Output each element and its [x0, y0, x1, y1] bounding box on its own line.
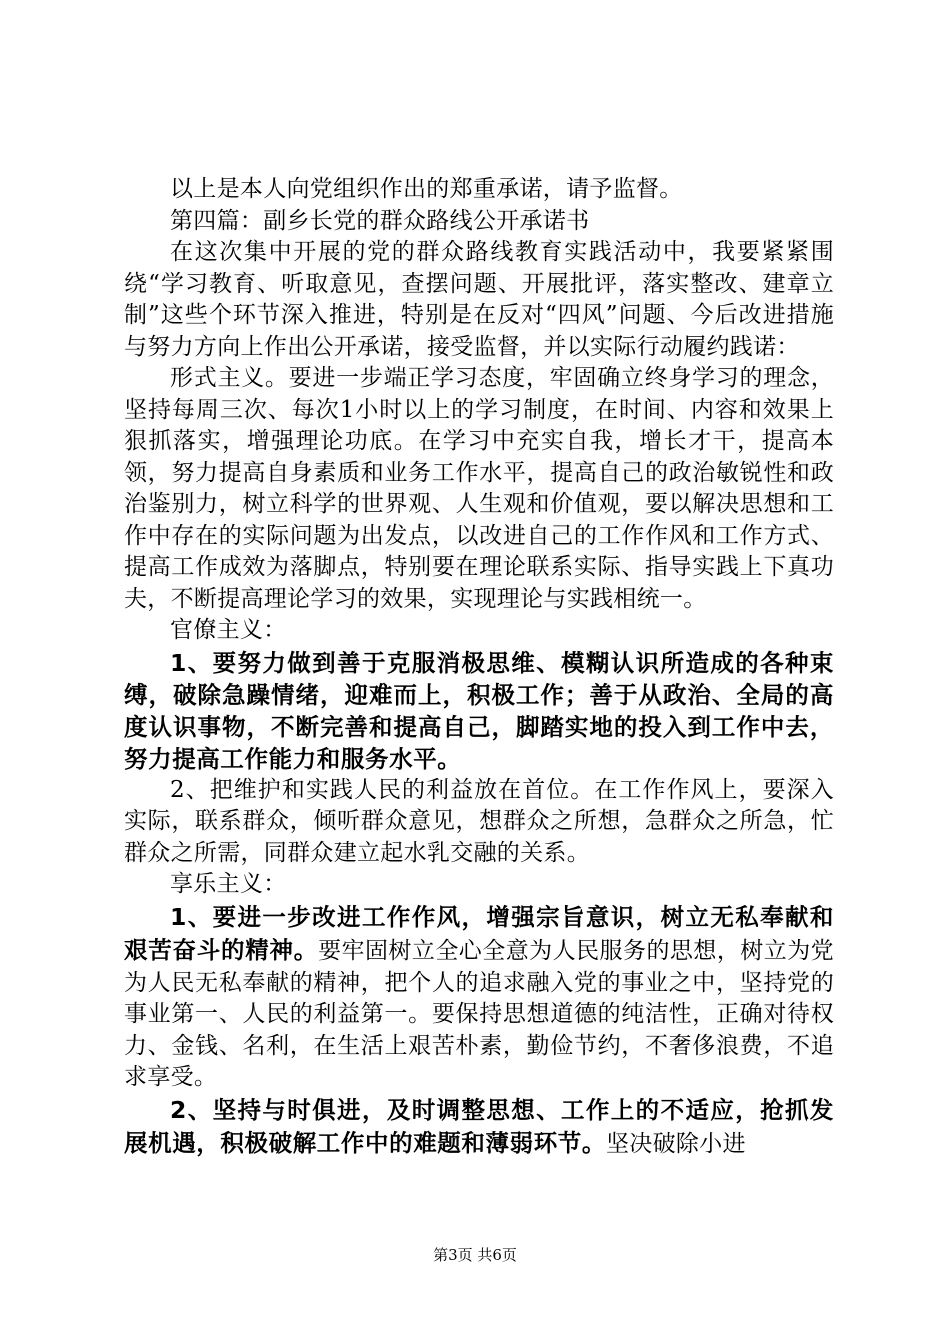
paragraph-bureaucratism-item-1 [124, 647, 834, 775]
paragraph-introduction [124, 237, 834, 363]
paragraph-text: 在这次集中开展的党的群众路线教育实践活动中，我要紧紧围绕“学习教育、听取意见，查摆问题、开展批评，落实整改、建章立制”这些个环节深入推进，特别是在反对“四风”问题、今后改进措施与努力方向上作出公开承诺，接受监督，并以实际行动履约践诺： [124, 239, 834, 360]
paragraph-text: 1、要努力做到善于克服消极思维、模糊认识所造成的各种束缚，破除急躁情绪，迎难而上，积极工作；善于从政治、全局的高度认识事物，不断完善和提高自己，脚踏实地的投入到工作中去，努力提高工作能力和服务水平。 [124, 648, 834, 773]
page-number-footer: 第3页 共6页 [433, 1246, 517, 1264]
paragraph-text: 以上是本人向党组织作出的郑重承诺，请予监督。 [170, 176, 683, 202]
paragraph-hedonism-item-2 [124, 1094, 834, 1161]
paragraph-formalism [124, 363, 834, 615]
paragraph-bold-lead: 1、要进一步改进工作作风，增强宗旨意识，树立无私奉献和艰苦奋斗的精神。 [124, 902, 834, 964]
paragraph-text: 享乐主义： [170, 871, 287, 897]
paragraph-hedonism-heading [124, 869, 834, 901]
paragraph-section-title [124, 206, 834, 238]
paragraph-text: 官僚主义： [170, 617, 287, 643]
document-body [124, 174, 834, 1161]
paragraph-bold-lead: 2、坚持与时俱进，及时调整思想、工作上的不适应，抢抓发展机遇，积极破解工作中的难题和薄弱环节。 [124, 1095, 834, 1157]
paragraph-hedonism-item-1 [124, 901, 834, 1094]
paragraph-closing-statement [124, 174, 834, 206]
paragraph-text: 要牢固树立全心全意为人民服务的思想，树立为党为人民无私奉献的精神，把个人的追求融入党的事业之中，坚持党的事业第一、人民的利益第一。要保持思想道德的纯洁性，正确对待权力、金钱、名利，在生活上艰苦朴素，勤俭节约，不奢侈浪费，不追求享受。 [124, 938, 834, 1090]
paragraph-text: 坚决破除小进 [606, 1131, 746, 1157]
paragraph-bureaucratism-heading [124, 615, 834, 647]
paragraph-text: 第四篇：副乡长党的群众路线公开承诺书 [170, 207, 590, 234]
paragraph-text: 形式主义。要进一步端正学习态度，牢固确立终身学习的理念，坚持每周三次、每次1小时以上的学习制度，在时间、内容和效果上狠抓落实，增强理论功底。在学习中充实自我，增长才干，提高本领，努力提高自身素质和业务工作水平，提高自己的政治敏锐性和政治鉴别力，树立科学的世界观、人生观和价值观，要以解决思想和工作中存在的实际问题为出发点，以改进自己的工作作风和工作方式、提高工作成效为落脚点，特别要在理论联系实际、指导实践上下真功夫，不断提高理论学习的效果，实现理论与实践相统一。 [124, 365, 834, 612]
paragraph-bureaucratism-item-2 [124, 775, 834, 870]
paragraph-text: 2、把维护和实践人民的利益放在首位。在工作作风上，要深入实际，联系群众，倾听群众意见，想群众之所想，急群众之所急，忙群众之所需，同群众建立起水乳交融的关系。 [124, 776, 834, 866]
